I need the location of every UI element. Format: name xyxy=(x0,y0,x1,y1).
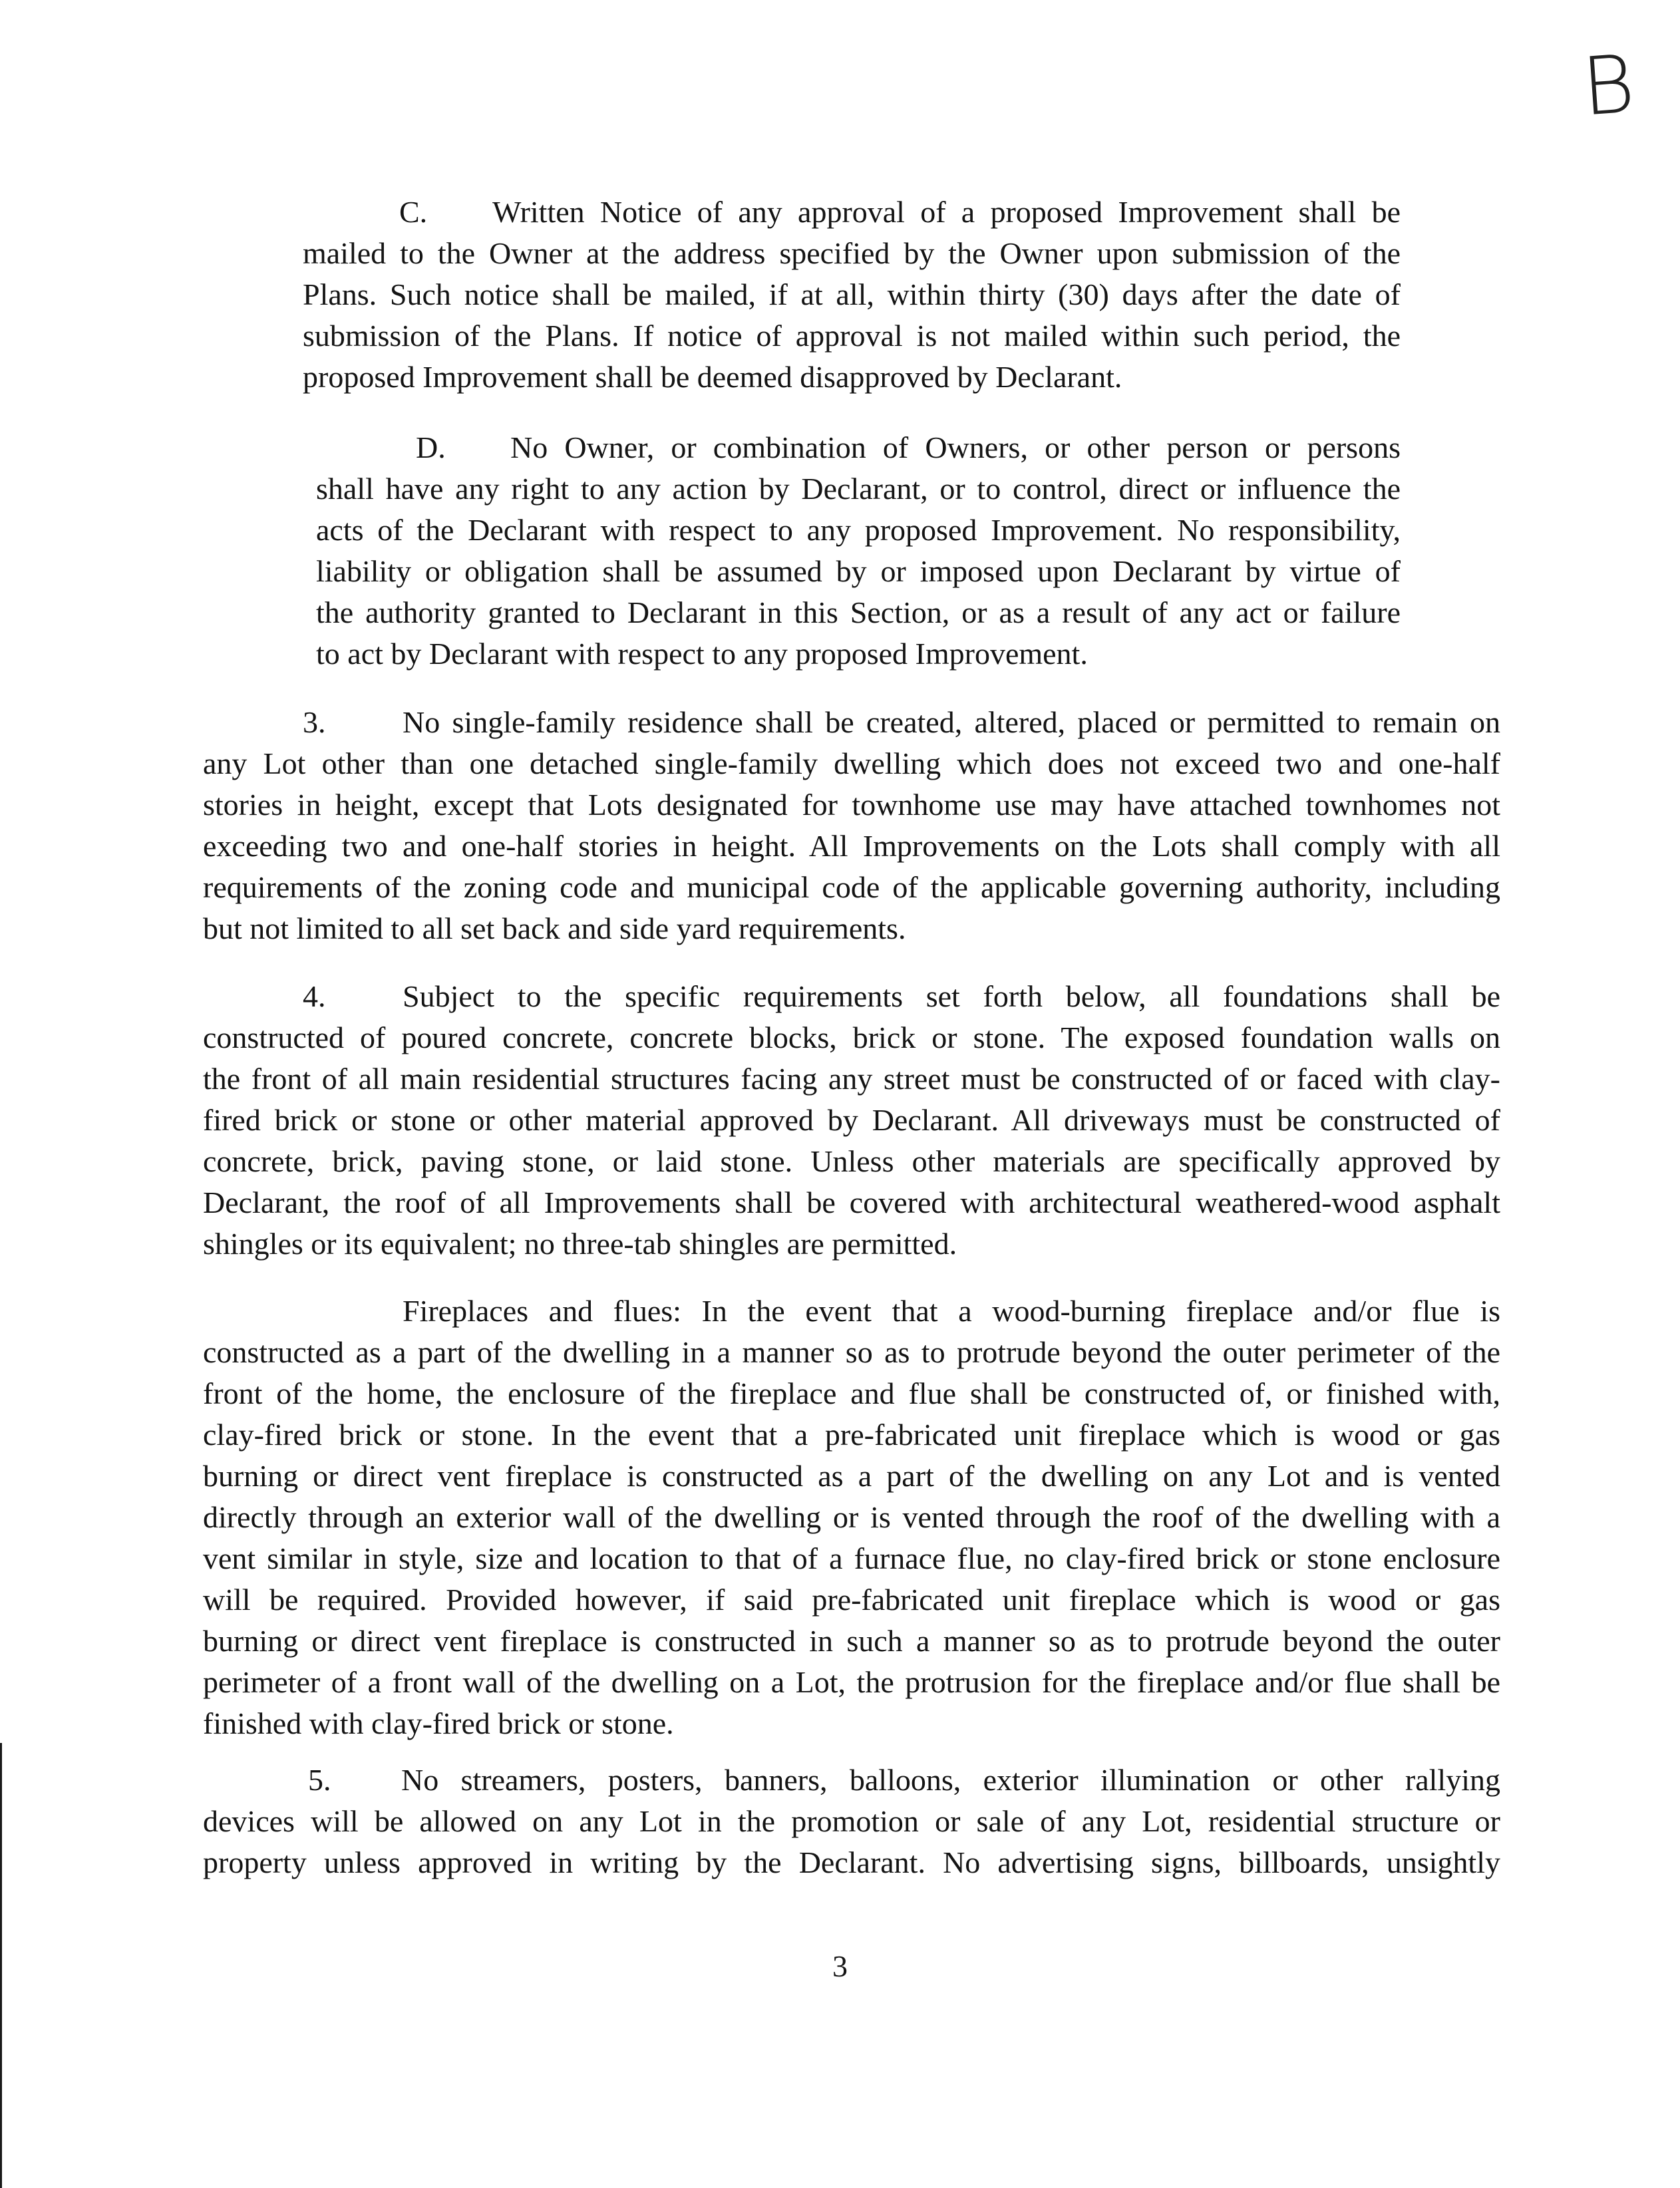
paragraph-c xyxy=(303,192,1401,398)
paragraph-line: property unless approved in writing by the Declarant. No advertising signs, billboards, unsightly xyxy=(203,1845,1500,1879)
paragraph-label: D. xyxy=(416,430,446,464)
paragraph-line: shingles or its equivalent; no three-tab shingles are permitted. xyxy=(203,1227,957,1261)
paragraph-line: to act by Declarant with respect to any proposed Improvement. xyxy=(316,637,1088,671)
paragraph-line: shall have any right to any action by Declarant, or to control, direct or influence the xyxy=(316,472,1401,506)
paragraph-line: clay-fired brick or stone. In the event that a pre-fabricated unit fireplace which is wood or gas xyxy=(203,1418,1500,1452)
paragraph-line: the authority granted to Declarant in this Section, or as a result of any act or failure xyxy=(316,595,1401,629)
page-number: 3 xyxy=(832,1949,848,1983)
paragraph-line: acts of the Declarant with respect to any proposed Improvement. No responsibility, xyxy=(316,513,1401,547)
paragraph-line: concrete, brick, paving stone, or laid stone. Unless other materials are specifically approved by xyxy=(203,1144,1500,1178)
paragraph-line: requirements of the zoning code and municipal code of the applicable governing authority, including xyxy=(203,870,1500,904)
handwritten-mark: B xyxy=(1579,38,1638,134)
paragraph-line: 5. No streamers, posters, banners, balloons, exterior illumination or other rallying xyxy=(203,1760,1500,1801)
paragraph-5 xyxy=(203,1760,1500,1883)
paragraph-line: liability or obligation shall be assumed by or imposed upon Declarant by virtue of xyxy=(316,554,1401,588)
paragraph-line: constructed as a part of the dwelling in a manner so as to protrude beyond the outer perimeter of the xyxy=(203,1335,1500,1369)
paragraph-line: exceeding two and one-half stories in height. All Improvements on the Lots shall comply with all xyxy=(203,829,1500,863)
paragraph-line: stories in height, except that Lots designated for townhome use may have attached townhomes not xyxy=(203,788,1500,822)
paragraph-line: Declarant, the roof of all Improvements shall be covered with architectural weathered-wood asphalt xyxy=(203,1185,1500,1219)
paragraph-line: front of the home, the enclosure of the fireplace and flue shall be constructed of, or finished with, xyxy=(203,1376,1500,1410)
paragraph-line: will be required. Provided however, if said pre-fabricated unit fireplace which is wood or gas xyxy=(203,1583,1500,1617)
paragraph-4 xyxy=(203,976,1500,1265)
paragraph-d xyxy=(316,427,1401,675)
paragraph-line: proposed Improvement shall be deemed disapproved by Declarant. xyxy=(303,360,1122,394)
paragraph-line: directly through an exterior wall of the dwelling or is vented through the roof of the dwelling with a xyxy=(203,1500,1500,1534)
paragraph-label: 3. xyxy=(303,705,326,739)
paragraph-line: any Lot other than one detached single-family dwelling which does not exceed two and one-half xyxy=(203,746,1500,780)
paragraph-line: constructed of poured concrete, concrete blocks, brick or stone. The exposed foundation walls on xyxy=(203,1020,1500,1054)
paragraph-label: C. xyxy=(399,195,428,229)
paragraph-line: mailed to the Owner at the address specified by the Owner upon submission of the xyxy=(303,236,1401,270)
paragraph-line: burning or direct vent fireplace is constructed as a part of the dwelling on any Lot and is vented xyxy=(203,1459,1500,1493)
paragraph-label: 4. xyxy=(303,979,326,1013)
paragraph-line: perimeter of a front wall of the dwelling on a Lot, the protrusion for the fireplace and/or flue shall be xyxy=(203,1665,1500,1699)
paragraph-line: C. Written Notice of any approval of a proposed Improvement shall be xyxy=(303,192,1401,233)
paragraph-line: finished with clay-fired brick or stone. xyxy=(203,1706,674,1740)
paragraph-line: Plans. Such notice shall be mailed, if at all, within thirty (30) days after the date of xyxy=(303,277,1401,311)
paragraph-line: Fireplaces and flues: In the event that a wood-burning fireplace and/or flue is xyxy=(403,1294,1500,1328)
paragraph-line: submission of the Plans. If notice of approval is not mailed within such period, the xyxy=(303,319,1401,353)
paragraph-label: 5. xyxy=(308,1763,331,1797)
paragraph-line: devices will be allowed on any Lot in the promotion or sale of any Lot, residential structure or xyxy=(203,1804,1500,1838)
paragraph-line: the front of all main residential structures facing any street must be constructed of or faced with clay- xyxy=(203,1062,1500,1096)
paragraph-line: fired brick or stone or other material approved by Declarant. All driveways must be constructed of xyxy=(203,1103,1500,1137)
paragraph-line: D. No Owner, or combination of Owners, or other person or persons xyxy=(316,427,1401,468)
paragraph-line: burning or direct vent fireplace is constructed in such a manner so as to protrude beyond the outer xyxy=(203,1624,1500,1658)
paragraph-fireplaces xyxy=(203,1291,1500,1744)
paragraph-line: 3. No single-family residence shall be created, altered, placed or permitted to remain on xyxy=(203,702,1500,743)
paragraph-line: vent similar in style, size and location to that of a furnace flue, no clay-fired brick or stone enclosure xyxy=(203,1541,1500,1575)
paragraph-3 xyxy=(203,702,1500,949)
paragraph-line: but not limited to all set back and side yard requirements. xyxy=(203,911,906,945)
paragraph-line: 4. Subject to the specific requirements set forth below, all foundations shall be xyxy=(203,976,1500,1017)
